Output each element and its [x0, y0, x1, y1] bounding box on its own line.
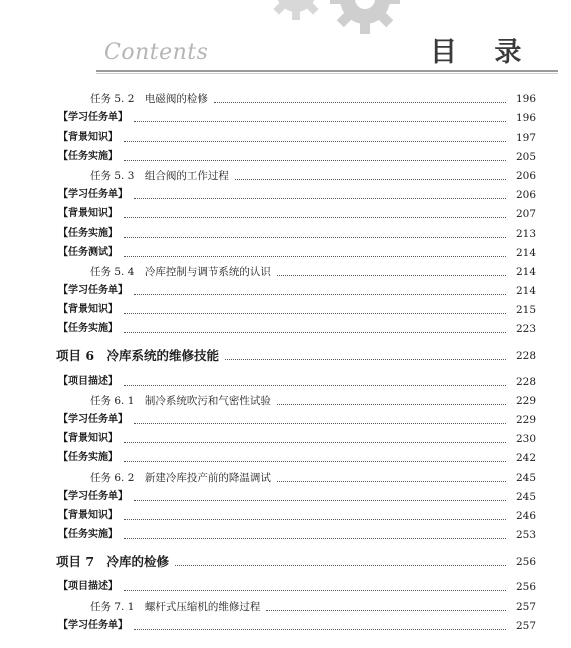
header-divider	[96, 73, 558, 74]
toc-entry-label: 【学习任务单】	[58, 285, 128, 297]
dot-leader	[124, 255, 506, 257]
contents-heading: Contents	[104, 40, 209, 65]
gear-decoration-icon	[330, 0, 400, 34]
toc-page-number: 207	[515, 208, 536, 221]
toc-entry-label: 【项目描述】	[58, 375, 118, 387]
toc-page-number: 256	[515, 581, 536, 594]
toc-entry-label: 【背景知识】	[58, 509, 118, 521]
dot-leader	[134, 422, 506, 424]
toc-section-entry[interactable]	[56, 407, 536, 426]
dot-leader	[225, 358, 506, 360]
table-of-contents	[56, 86, 536, 632]
toc-entry-label: 项目 7 冷库的检修	[56, 554, 170, 570]
toc-page-number: 197	[515, 131, 536, 144]
toc-entry-label: 【项目描述】	[58, 581, 118, 593]
page-title: 目 录	[430, 37, 536, 68]
gear-decoration-icon	[268, 0, 324, 20]
toc-entry-label: 【任务实施】	[58, 150, 118, 162]
toc-page-number: 245	[515, 490, 536, 503]
toc-page-number: 213	[515, 227, 536, 240]
toc-section-entry[interactable]	[56, 613, 536, 632]
toc-task-entry[interactable]	[56, 86, 536, 105]
toc-entry-label: 任务 5. 3 组合阀的工作过程	[90, 169, 229, 182]
toc-page-number: 215	[515, 304, 536, 317]
dot-leader	[134, 293, 506, 295]
toc-entry-label: 【背景知识】	[58, 433, 118, 445]
toc-section-entry[interactable]	[56, 368, 536, 387]
toc-entry-label: 任务 6. 2 新建冷库投产前的降温调试	[90, 471, 271, 484]
toc-section-entry[interactable]	[56, 278, 536, 297]
toc-page-number: 206	[515, 189, 536, 202]
toc-entry-label: 【学习任务单】	[58, 112, 128, 124]
toc-entry-label: 任务 5. 2 电磁阀的检修	[90, 93, 208, 106]
toc-page-number: 246	[515, 509, 536, 522]
toc-page-number: 256	[515, 556, 536, 569]
dot-leader	[266, 609, 506, 611]
dot-leader	[277, 480, 506, 482]
toc-page-number: 196	[515, 112, 536, 125]
dot-leader	[124, 518, 506, 520]
toc-entry-label: 【任务实施】	[58, 323, 118, 335]
toc-page-number: 223	[515, 323, 536, 336]
toc-page-number: 229	[515, 414, 536, 426]
toc-section-entry[interactable]	[56, 182, 536, 201]
dot-leader	[124, 441, 506, 443]
page-header	[0, 0, 571, 84]
toc-page-number: 242	[515, 452, 536, 465]
toc-entry-label: 【学习任务单】	[58, 189, 128, 201]
toc-section-entry[interactable]	[56, 503, 536, 522]
dot-leader	[175, 564, 506, 566]
toc-section-entry[interactable]	[56, 201, 536, 220]
toc-entry-label: 【任务实施】	[58, 452, 118, 464]
toc-entry-label: 任务 6. 1 制冷系统吹污和气密性试验	[90, 394, 271, 407]
toc-entry-label: 【背景知识】	[58, 131, 118, 143]
dot-leader	[124, 331, 506, 333]
dot-leader	[124, 312, 506, 314]
toc-page-number: 205	[515, 150, 536, 163]
toc-page-number: 214	[515, 265, 536, 278]
toc-entry-label: 【任务实施】	[58, 529, 118, 541]
toc-section-entry[interactable]	[56, 297, 536, 316]
toc-page-number: 245	[515, 471, 536, 484]
toc-entry-label: 【学习任务单】	[58, 490, 128, 502]
dot-leader	[124, 589, 506, 591]
toc-section-entry[interactable]	[56, 484, 536, 503]
toc-task-entry[interactable]	[56, 388, 536, 407]
dot-leader	[124, 537, 506, 539]
toc-task-entry[interactable]	[56, 593, 536, 612]
toc-page-number: 228	[515, 375, 536, 388]
toc-section-entry[interactable]	[56, 144, 536, 163]
toc-entry-label: 任务 7. 1 螺杆式压缩机的维修过程	[90, 600, 261, 613]
toc-section-entry[interactable]	[56, 240, 536, 259]
toc-page-number: 206	[515, 169, 536, 182]
toc-section-entry[interactable]	[56, 426, 536, 445]
dot-leader	[277, 403, 506, 405]
toc-task-entry[interactable]	[56, 464, 536, 483]
dot-leader	[214, 101, 506, 103]
toc-page-number: 253	[515, 529, 536, 542]
dot-leader	[277, 274, 506, 276]
dot-leader	[134, 628, 506, 630]
toc-section-entry[interactable]	[56, 124, 536, 143]
toc-entry-label: 项目 6 冷库系统的维修技能	[56, 348, 220, 364]
toc-page-number: 196	[515, 93, 536, 106]
toc-project-entry[interactable]	[56, 541, 536, 574]
toc-entry-label: 任务 5. 4 冷库控制与调节系统的认识	[90, 265, 271, 278]
toc-page-number: 228	[515, 350, 536, 363]
toc-entry-label: 【背景知识】	[58, 208, 118, 220]
dot-leader	[134, 197, 506, 199]
toc-entry-label: 【学习任务单】	[58, 619, 128, 631]
toc-page-number: 257	[515, 600, 536, 613]
toc-section-entry[interactable]	[56, 445, 536, 464]
toc-task-entry[interactable]	[56, 163, 536, 182]
toc-section-entry[interactable]	[56, 574, 536, 593]
dot-leader	[124, 216, 506, 218]
toc-page-number: 229	[515, 394, 536, 407]
toc-entry-label: 【学习任务单】	[58, 414, 128, 425]
dot-leader	[235, 178, 506, 180]
dot-leader	[124, 236, 506, 238]
toc-task-entry[interactable]	[56, 259, 536, 278]
toc-page-number: 214	[515, 246, 536, 259]
toc-page-number: 257	[515, 619, 536, 632]
toc-page-number: 230	[515, 433, 536, 446]
toc-section-entry[interactable]	[56, 316, 536, 335]
dot-leader	[134, 499, 506, 501]
dot-leader	[124, 140, 506, 142]
header-divider	[96, 70, 558, 72]
toc-entry-label: 【任务测试】	[58, 246, 118, 258]
toc-project-entry[interactable]	[56, 335, 536, 368]
toc-entry-label: 【任务实施】	[58, 227, 118, 239]
dot-leader	[124, 159, 506, 161]
toc-page-number: 214	[515, 285, 536, 298]
dot-leader	[124, 384, 506, 386]
dot-leader	[124, 460, 506, 462]
toc-section-entry[interactable]	[56, 220, 536, 239]
toc-section-entry[interactable]	[56, 522, 536, 541]
toc-section-entry[interactable]	[56, 105, 536, 124]
dot-leader	[134, 120, 506, 122]
toc-entry-label: 【背景知识】	[58, 304, 118, 316]
